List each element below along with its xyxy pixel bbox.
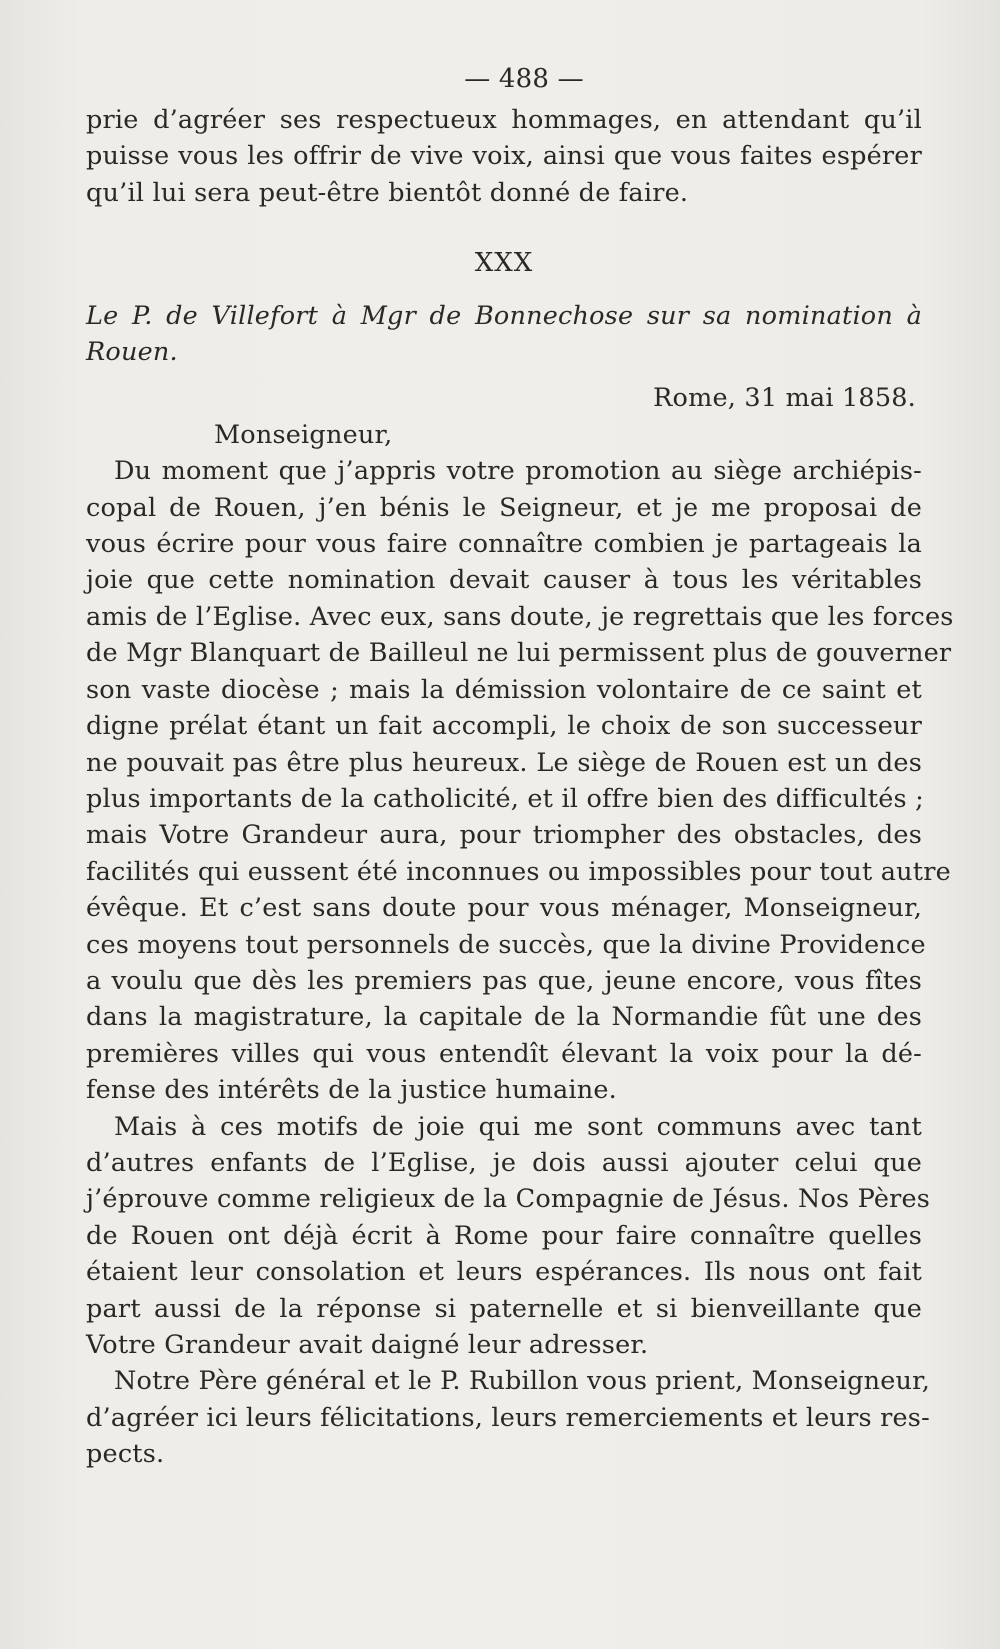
- text-line: ne pouvait pas être plus heureux. Le siège de Rouen est un des: [86, 747, 922, 778]
- text-line: j’éprouve comme religieux de la Compagnie de Jésus. Nos Pères: [86, 1184, 931, 1215]
- text-line: premières villes qui vous entendît élevant la voix pour la dé-: [86, 1038, 922, 1069]
- letter-title: Le P. de Villefort à Mgr de Bonnechose sur sa nomination à Rouen.: [86, 300, 922, 368]
- text-line: Mais à ces motifs de joie qui me sont communs avec tant: [114, 1111, 922, 1142]
- text-line: vous écrire pour vous faire connaître combien je partageais la: [86, 529, 922, 560]
- letter-paragraph-2: [86, 1109, 931, 1364]
- text-line: digne prélat étant un fait accompli, le choix de son successeur: [86, 711, 922, 742]
- text-line: de Rouen ont déjà écrit à Rome pour faire connaître quelles: [86, 1220, 922, 1251]
- text-line: facilités qui eussent été inconnues ou impossibles pour tout autre: [86, 856, 951, 887]
- text-line: étaient leur consolation et leurs espérances. Ils nous ont fait: [86, 1257, 922, 1288]
- letter-paragraph-1: [86, 453, 954, 1108]
- intro-paragraph: [86, 102, 922, 211]
- text-line: prie d’agréer ses respectueux hommages, en attendant qu’il: [86, 105, 922, 135]
- text-line: Votre Grandeur avait daigné leur adresser.: [86, 1330, 649, 1360]
- text-line: d’autres enfants de l’Eglise, je dois aussi ajouter celui que: [86, 1147, 922, 1178]
- letter-paragraph-3: [86, 1363, 931, 1472]
- text-line: copal de Rouen, j’en bénis le Seigneur, et je me proposai de: [86, 492, 922, 523]
- text-line: évêque. Et c’est sans doute pour vous ménager, Monseigneur,: [86, 893, 922, 924]
- text-line: amis de l’Eglise. Avec eux, sans doute, je regrettais que les forces: [86, 601, 954, 632]
- text-line: puisse vous les offrir de vive voix, ainsi que vous faites espérer: [86, 141, 922, 172]
- letter-dateline: Rome, 31 mai 1858.: [653, 383, 916, 414]
- text-line: dans la magistrature, la capitale de la Normandie fût une des: [86, 1002, 922, 1033]
- page-number: — 488 —: [464, 64, 584, 94]
- text-line: de Mgr Blanquart de Bailleul ne lui permissent plus de gouverner: [86, 638, 952, 669]
- text-line: mais Votre Grandeur aura, pour triompher des obstacles, des: [86, 820, 922, 851]
- text-line: d’agréer ici leurs félicitations, leurs remerciements et leurs res-: [86, 1402, 930, 1433]
- text-line: plus importants de la catholicité, et il offre bien des difficultés ;: [86, 783, 924, 814]
- section-number: XXX: [474, 248, 534, 279]
- text-line: ces moyens tout personnels de succès, que la divine Providence: [86, 929, 926, 960]
- text-line: Du moment que j’appris votre promotion au siège archiépis-: [114, 456, 922, 487]
- letter-salutation: Monseigneur,: [214, 419, 393, 450]
- text-line: son vaste diocèse ; mais la démission volontaire de ce saint et: [86, 674, 922, 705]
- text-line: joie que cette nomination devait causer à tous les véritables: [86, 565, 922, 596]
- text-line: part aussi de la réponse si paternelle et si bienveillante que: [86, 1293, 922, 1324]
- text-line: Notre Père général et le P. Rubillon vous prient, Monseigneur,: [114, 1366, 931, 1397]
- page-text: [86, 56, 954, 1473]
- text-line: a voulu que dès les premiers pas que, jeune encore, vous fîtes: [86, 965, 922, 996]
- text-line: qu’il lui sera peut-être bientôt donné de faire.: [86, 177, 689, 208]
- text-line: fense des intérêts de la justice humaine.: [86, 1075, 617, 1106]
- text-line: pects.: [86, 1439, 165, 1470]
